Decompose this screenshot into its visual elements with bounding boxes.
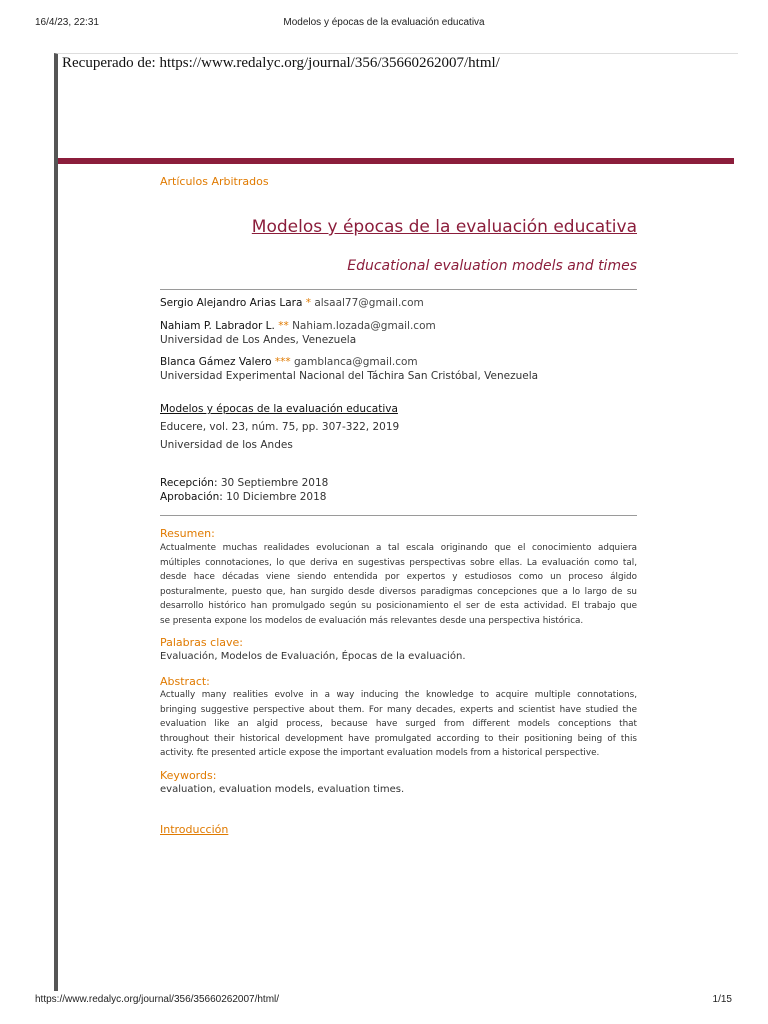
author-footnote-link[interactable]: *** (274, 356, 291, 368)
resumen-heading: Resumen: (160, 527, 215, 540)
approval-date: 10 Diciembre 2018 (226, 491, 327, 503)
abstract-text (160, 688, 637, 761)
retrieved-from-note: Recuperado de: https://www.redalyc.org/journal/356/35660262007/html/ (62, 55, 500, 71)
author-footnote-link[interactable]: * (305, 297, 311, 309)
author-email: Nahiam.lozada@gmail.com (292, 320, 436, 332)
author-1 (160, 296, 424, 310)
author-email: gamblanca@gmail.com (294, 356, 418, 368)
print-footer-url: https://www.redalyc.org/journal/356/35660262007/html/ (35, 994, 280, 1005)
abstract-line: throughout their historical development have promulgated according to their positioning being of this (160, 733, 637, 744)
reference-block (160, 403, 637, 451)
section-label: Artículos Arbitrados (160, 175, 269, 188)
reception-date: 30 Septiembre 2018 (220, 477, 329, 489)
dates-block (160, 476, 637, 504)
article-title[interactable]: Modelos y épocas de la evaluación educativa (251, 217, 637, 237)
resumen-text (160, 541, 637, 629)
print-header (0, 17, 768, 31)
divider-bottom (160, 515, 637, 516)
author-affiliation: Universidad de Los Andes, Venezuela (160, 334, 357, 346)
print-footer (0, 994, 768, 1008)
author-email: alsaal77@gmail.com (314, 297, 424, 309)
author-3 (160, 355, 538, 383)
document-frame (54, 53, 738, 991)
reception-label: Recepción: (160, 477, 218, 489)
page-number: 1/15 (712, 994, 732, 1005)
reference-citation: Educere, vol. 23, núm. 75, pp. 307-322, 2019 (160, 421, 400, 433)
reference-title[interactable]: Modelos y épocas de la evaluación educativa (160, 403, 398, 415)
resumen-line: Actualmente muchas realidades evolucionan a tal escala originando que el conocimiento adquiera (160, 543, 637, 553)
abstract-line: activity. fte presented article expose the important evaluation models from a historical perspective. (160, 748, 600, 759)
resumen-line: desarrollo histórico han promulgado según su posicionamiento el ser de esta actividad. El trabajo que (160, 601, 637, 612)
resumen-line: desde hace décadas viene siendo entendida por expertos y estudiosos como un proceso álgido (160, 572, 637, 583)
header-divider (58, 158, 734, 164)
keywords-heading: Keywords: (160, 769, 217, 782)
introduccion-link[interactable]: Introducción (160, 823, 229, 836)
print-page-title: Modelos y épocas de la evaluación educativa (283, 17, 485, 28)
author-name: Sergio Alejandro Arias Lara (160, 297, 303, 309)
approval-label: Aprobación: (160, 491, 223, 503)
resumen-line: múltiples connotaciones, lo que deriva en sugestivas perspectivas sobre ellas. La evaluación como tal, (160, 557, 637, 568)
abstract-line: Actually many realities evolve in a way inducing the knowledge to acquire multiple connotations, (160, 690, 637, 700)
keywords-text: evaluation, evaluation models, evaluation times. (160, 784, 405, 795)
abstract-line: bringing suggestive perspective about them. For many decades, experts and scientist have studied the (160, 704, 637, 715)
resumen-line: posturalmente, puesto que, han surgido desde diversos paradigmas concepciones que a lo largo de su (160, 586, 637, 597)
article-subtitle: Educational evaluation models and times (347, 258, 637, 274)
divider-top (160, 289, 637, 290)
palabras-clave-text: Evaluación, Modelos de Evaluación, Épocas de la evaluación. (160, 651, 466, 662)
author-name: Blanca Gámez Valero (160, 356, 272, 368)
abstract-heading: Abstract: (160, 675, 210, 688)
author-2 (160, 319, 436, 347)
reference-publisher: Universidad de los Andes (160, 439, 293, 451)
abstract-line: evaluation like an algid process, because have surged from different models conceptions that (160, 719, 637, 730)
palabras-clave-heading: Palabras clave: (160, 636, 243, 649)
author-footnote-link[interactable]: ** (278, 320, 289, 332)
intro-container (160, 818, 637, 837)
resumen-line: se presenta expone los modelos de evaluación más relevantes desde una perspectiva histórica. (160, 615, 584, 626)
author-affiliation: Universidad Experimental Nacional del Táchira San Cristóbal, Venezuela (160, 370, 539, 382)
print-datetime: 16/4/23, 22:31 (35, 17, 99, 28)
author-name: Nahiam P. Labrador L. (160, 320, 275, 332)
